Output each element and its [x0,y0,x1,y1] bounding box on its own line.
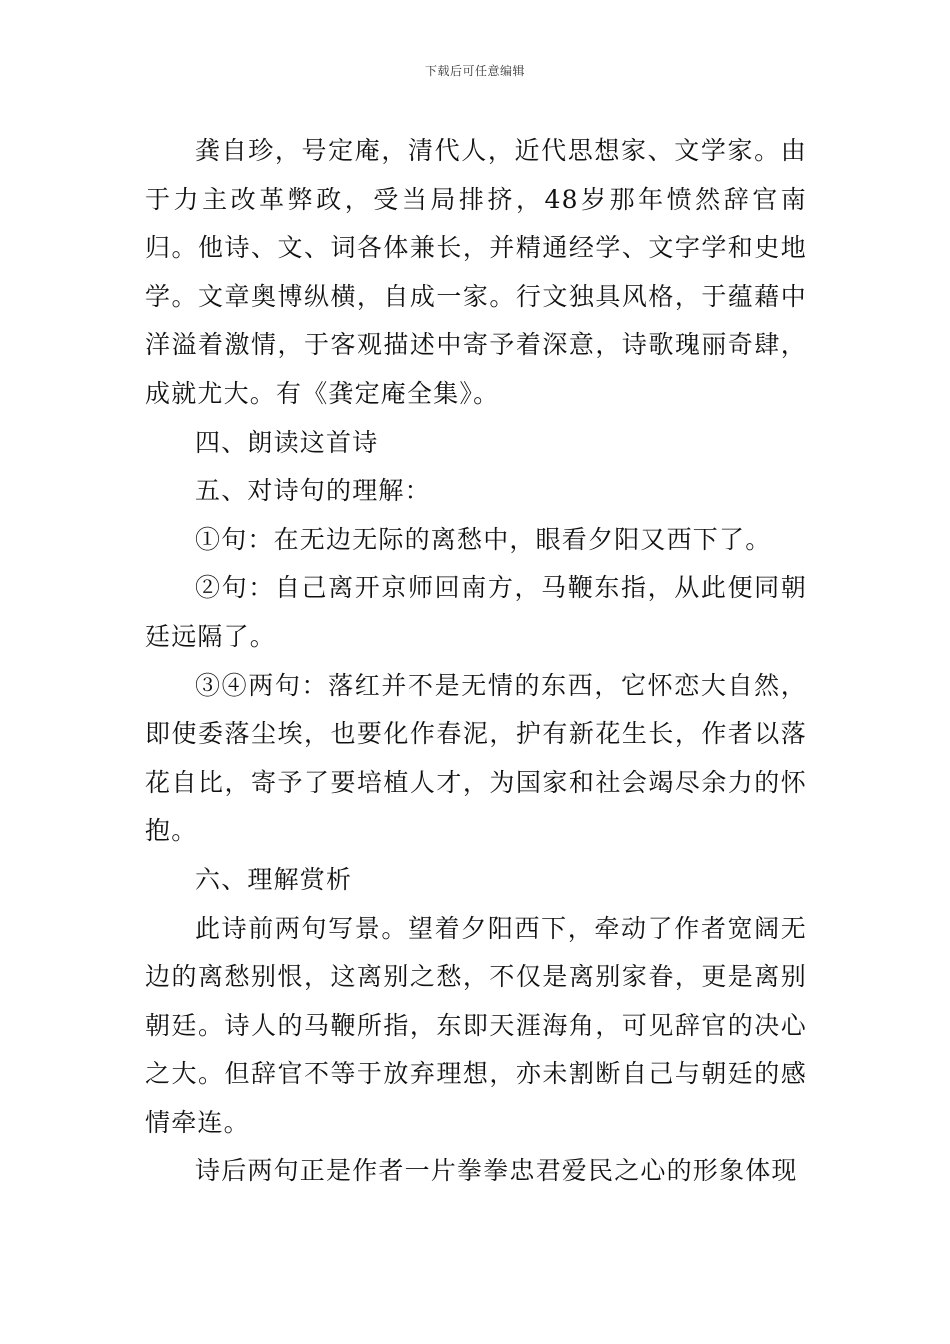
paragraph-author-bio: 龚自珍，号定庵，清代人，近代思想家、文学家。由于力主改革弊政，受当局排挤，48岁那年愤然辞官南归。他诗、文、词各体兼长，并精通经学、文字学和史地学。文章奥博纵横，自成一家。行文独具风格，于蕴藉中洋溢着激情，于客观描述中寄予着深意，诗歌瑰丽奇肆，成就尤大。有《龚定庵全集》。 [145,136,807,408]
heading-understanding: 五、对诗句的理解： [195,476,431,506]
paragraph-line-2: ②句：自己离开京师回南方，马鞭东指，从此便同朝廷远隔了。 [145,573,807,651]
paragraph-line-1: ①句：在无边无际的离愁中，眼看夕阳又西下了。 [195,524,772,554]
heading-read-poem: 四、朗读这首诗 [195,427,379,457]
page-header: 下载后可任意编辑 [424,64,525,78]
heading-appreciation: 六、理解赏析 [195,864,353,894]
document-body [145,127,807,1196]
paragraph-lines-3-4: ③④两句：落红并不是无情的东西，它怀恋大自然，即使委落尘埃，也要化作春泥，护有新花生长，作者以落花自比，寄予了要培植人才，为国家和社会竭尽余力的怀抱。 [145,670,807,846]
paragraph-appreciation-1: 此诗前两句写景。望着夕阳西下，牵动了作者宽阔无边的离愁别恨，这离别之愁，不仅是离别家眷，更是离别朝廷。诗人的马鞭所指，东即天涯海角，可见辞官的决心之大。但辞官不等于放弃理想，亦未割断自己与朝廷的感情牵连。 [145,913,807,1137]
paragraph-appreciation-2: 诗后两句正是作者一片拳拳忠君爱民之心的形象体现 [195,1156,798,1186]
